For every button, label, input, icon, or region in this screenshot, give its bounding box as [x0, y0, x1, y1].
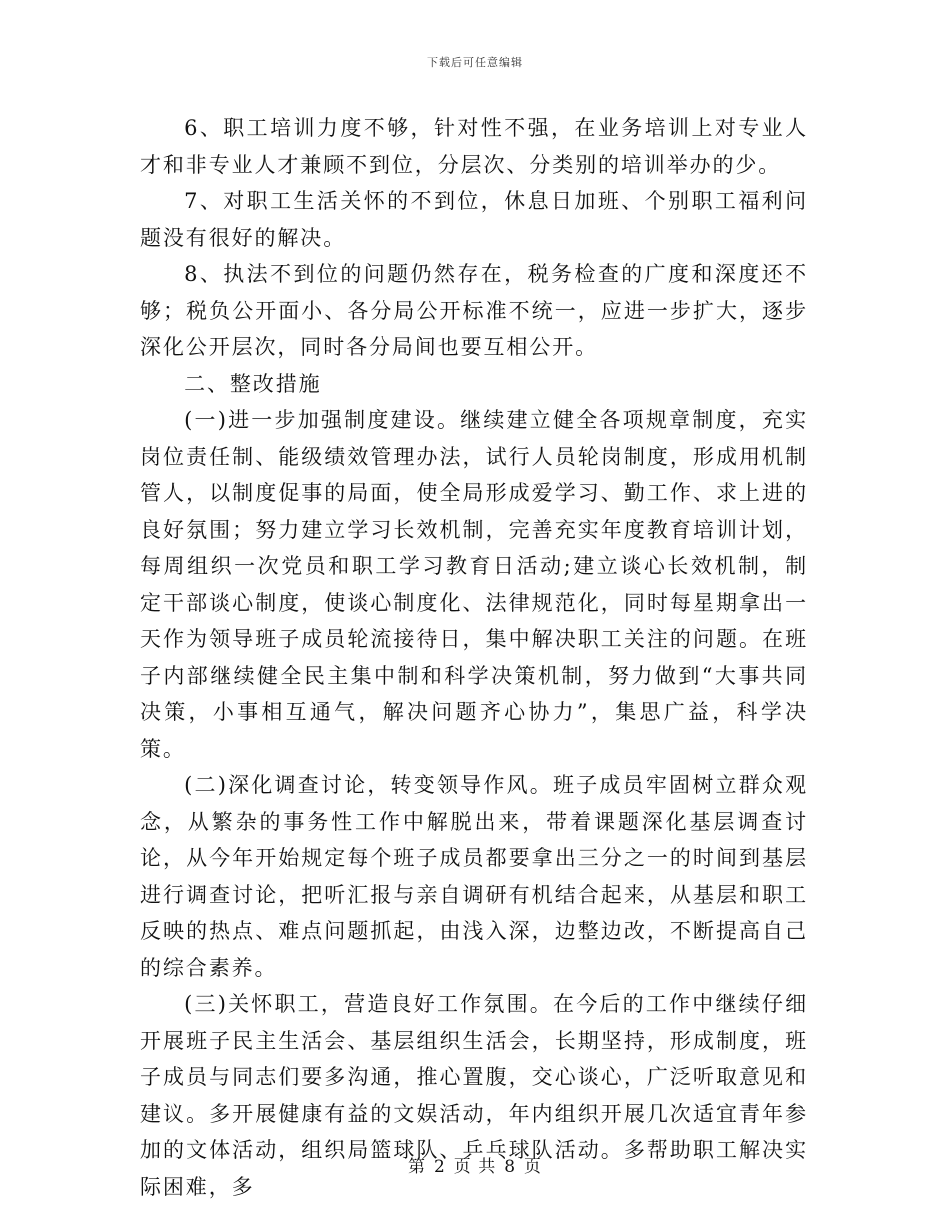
paragraph-measure-3: (三)关怀职工，营造良好工作氛围。在今后的工作中继续仔细开展班子民主生活会、基层组织生活会，长期坚持，形成制度，班子成员与同志们要多沟通，推心置腹，交心谈心，广泛听取意见和建议。多开展健康有益的文娱活动，年内组织开展几次适宜青年参加的文体活动，组织局篮球队、乒乓球队活动。多帮助职工解决实际困难，多	[140, 992, 808, 1199]
footer-prefix: 第	[407, 1157, 426, 1177]
section-heading-rectification: 二、整改措施	[184, 371, 322, 396]
document-body	[140, 110, 808, 1205]
page-header-note: 下载后可任意编辑	[427, 56, 523, 69]
paragraph-measure-2: (二)深化调查讨论，转变领导作风。班子成员牢固树立群众观念，从繁杂的事务性工作中解脱出来，带着课题深化基层调查讨论，从今年开始规定每个班子成员都要拿出三分之一的时间到基层进行调查讨论，把听汇报与亲自调研有机结合起来，从基层和职工反映的热点、难点问题抓起，由浅入深，边整边改，不断提高自己的综合素养。	[140, 773, 808, 980]
page-footer	[0, 1152, 950, 1177]
footer-total-pages: 8	[504, 1157, 517, 1177]
paragraph-item-7: 7、对职工生活关怀的不到位，休息日加班、个别职工福利问题没有很好的解决。	[140, 189, 808, 250]
paragraph-item-6: 6、职工培训力度不够，针对性不强，在业务培训上对专业人才和非专业人才兼顾不到位，分层次、分类别的培训举办的少。	[140, 116, 808, 177]
paragraph-item-8: 8、执法不到位的问题仍然存在，税务检查的广度和深度还不够；税负公开面小、各分局公开标准不统一，应进一步扩大，逐步深化公开层次，同时各分局间也要互相公开。	[140, 262, 808, 359]
footer-middle: 页 共	[453, 1157, 497, 1177]
footer-current-page: 2	[433, 1157, 446, 1177]
footer-suffix: 页	[524, 1157, 543, 1177]
paragraph-measure-1: (一)进一步加强制度建设。继续建立健全各项规章制度，充实岗位责任制、能级绩效管理办法，试行人员轮岗制度，形成用机制管人，以制度促事的局面，使全局形成爱学习、勤工作、求上进的良好氛围；努力建立学习长效机制，完善充实年度教育培训计划，每周组织一次党员和职工学习教育日活动;建立谈心长效机制，制定干部谈心制度，使谈心制度化、法律规范化，同时每星期拿出一天作为领导班子成员轮流接待日，集中解决职工关注的问题。在班子内部继续健全民主集中制和科学决策机制，努力做到“大事共同决策，小事相互通气，解决问题齐心协力”，集思广益，科学决策。	[140, 408, 808, 761]
